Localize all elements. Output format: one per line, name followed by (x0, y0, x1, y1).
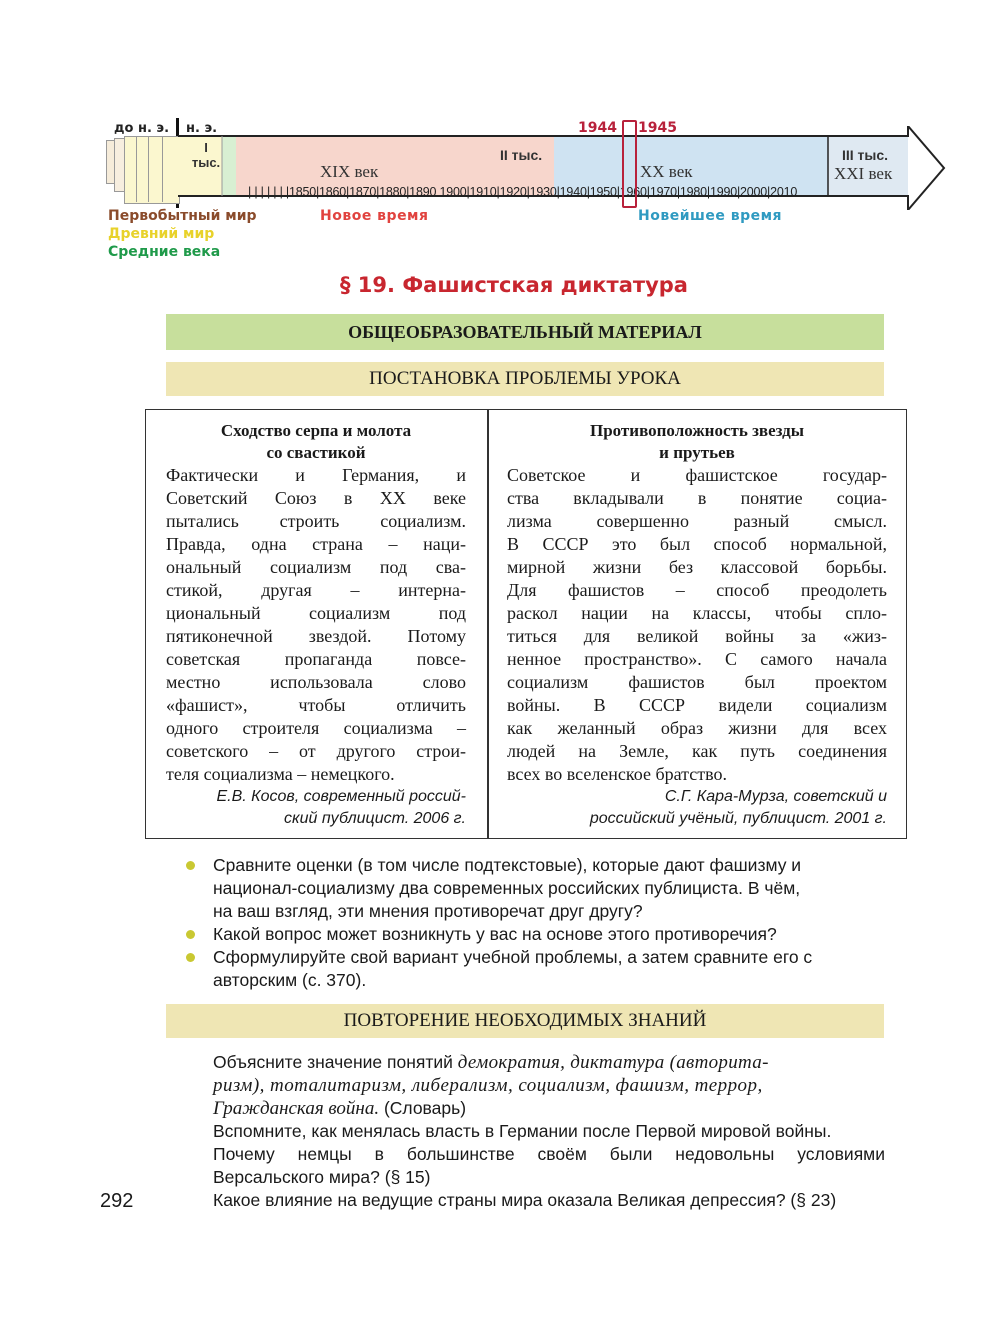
problem-band (166, 362, 884, 396)
repeat-band (166, 1004, 884, 1038)
right-line: мирной жизни без классовой борьбы. (507, 557, 887, 577)
repeat-section (213, 1051, 885, 1212)
right-line: всех во вселенское братство. (507, 764, 727, 784)
repeat-p2-line1: Вспомните, как менялась власть в Германии после Первой мировой войны. (213, 1121, 832, 1141)
right-line: лизма совершенно разный смысл. (507, 511, 887, 531)
repeat-p1-dictionary: (Словарь) (379, 1098, 467, 1118)
century-21: XXI век (834, 164, 893, 183)
page-number: 292 (100, 1190, 134, 1212)
repeat-p1-line3 (213, 1097, 885, 1120)
right-line: войны. В СССР видели социализм (507, 695, 887, 715)
question-line: Сформулируйте свой вариант учебной проблемы, а затем сравните его с (213, 947, 813, 967)
left-line: одного строителя социализма – (166, 718, 466, 738)
repeat-p1-terms: демократия, диктатура (авторита- (457, 1052, 769, 1073)
year-1944: 1944 (578, 120, 617, 136)
first-mill-numeral: I (204, 140, 208, 155)
left-title-1: Сходство серпа и молота (220, 421, 412, 440)
repeat-p2-line2: Почему немцы в большинстве своём были недовольны условиями (213, 1144, 885, 1164)
left-line: Фактически и Германия, и (166, 465, 466, 485)
question-line: национал-социализму два современных российских публициста. В чём, (213, 878, 801, 898)
right-line: ненное пространство». С самого начала (507, 649, 887, 669)
right-line: Для фашистов – способ преодолеть (507, 580, 887, 600)
ad-label: н. э. (186, 121, 218, 136)
century-20: XX век (640, 162, 693, 181)
column-divider (487, 410, 489, 838)
right-signature-1: С.Г. Кара-Мурза, советский и (664, 788, 887, 805)
question-line: на ваш взгляд, эти мнения противоречат друг другу? (213, 901, 643, 921)
question-line: Сравните оценки (в том числе подтекстовые), которые дают фашизму и (213, 855, 802, 875)
ancient-block (124, 136, 180, 204)
general-material-label: ОБЩЕОБРАЗОВАТЕЛЬНЫЙ МАТЕРИАЛ (348, 321, 702, 342)
first-mill-word: тыс. (191, 155, 221, 170)
right-line: раскол нации на классы, чтобы спло- (507, 603, 887, 623)
right-quote (507, 420, 887, 830)
right-line: В СССР это был способ нормальной, (507, 534, 887, 554)
right-line: как желанный образ жизни для всех (507, 718, 887, 738)
left-title-2: со свастикой (266, 443, 366, 462)
left-line: местно использовала слово (166, 672, 466, 692)
bullet-icon (186, 953, 195, 962)
right-body (507, 464, 887, 786)
left-line: «фашист», чтобы отличить (166, 695, 466, 715)
problem-label: ПОСТАНОВКА ПРОБЛЕМЫ УРОКА (369, 368, 681, 389)
left-line: циональный социализм под (166, 603, 466, 623)
century-19: XIX век (320, 162, 379, 181)
era-middle: Средние века (108, 244, 221, 260)
bc-label: до н. э. (114, 121, 170, 136)
year-1945: 1945 (638, 120, 677, 136)
right-line: ства вкладывали в понятие социа- (507, 488, 887, 508)
right-title-2: и прутьев (659, 443, 735, 462)
left-quote (166, 420, 466, 830)
left-signature-1: Е.В. Косов, современный россий- (216, 788, 466, 805)
repeat-p1-intro: Объясните значение понятий (213, 1052, 458, 1072)
right-line: людей на Земле, как путь соединения (507, 741, 887, 761)
quotes-box (145, 409, 907, 839)
repeat-p2-line3: Версальского мира? (§ 15) (213, 1167, 431, 1187)
second-mill-label: II тыс. (500, 147, 543, 163)
question-item (186, 923, 886, 946)
left-line: советского – от другого строи- (166, 741, 466, 761)
era-ancient: Древний мир (108, 226, 215, 242)
years-row: | | | | | | |1850|1860|1870|1880|1890 1900|1910|1920|1930|1940|1950|1960|1970|1980|1990|2000|2010 (248, 185, 798, 199)
repeat-p1-terms-end: Гражданская война. (213, 1098, 380, 1119)
right-line: титься для великой войны за «жиз- (507, 626, 887, 646)
left-line: Советский Союз в XX веке (166, 488, 466, 508)
war-highlight (622, 120, 637, 208)
first-mill-label (186, 140, 226, 170)
question-item (186, 854, 886, 923)
questions-list (186, 854, 886, 992)
right-signature-2: российский учёный, публицист. 2001 г. (589, 810, 887, 827)
left-line: пятиконечной звездой. Потому (166, 626, 466, 646)
bullet-icon (186, 861, 195, 870)
right-title-1: Противоположность звезды (589, 421, 805, 440)
repeat-p3: Какое влияние на ведущие страны мира оказала Великая депрессия? (§ 23) (213, 1190, 837, 1210)
era-newest: Новейшее время (638, 208, 783, 224)
left-body (166, 464, 466, 786)
left-line: пытались строить социализм. (166, 511, 466, 531)
left-line: советская пропаганда повсе- (166, 649, 466, 669)
general-material-band (166, 314, 884, 350)
left-line: теля социализма – немецкого. (166, 764, 395, 784)
repeat-p1-line2: ризм), тоталитаризм, либерализм, социализм, фашизм, террор, (213, 1075, 763, 1096)
question-item (186, 946, 886, 992)
left-line: ональный социализм под сва- (166, 557, 466, 577)
bullet-icon (186, 930, 195, 939)
right-line: Советское и фашистское государ- (507, 465, 887, 485)
repeat-label: ПОВТОРЕНИЕ НЕОБХОДИМЫХ ЗНАНИЙ (343, 1010, 707, 1031)
question-line: авторским (с. 370). (213, 970, 367, 990)
era-primitive: Первобытный мир (108, 208, 257, 224)
era-modern: Новое время (320, 208, 429, 224)
repeat-p1-line1 (213, 1051, 885, 1074)
left-line: Правда, одна страна – наци- (166, 534, 466, 554)
left-signature-2: ский публицист. 2006 г. (284, 810, 466, 827)
third-mill-label: III тыс. (842, 147, 889, 163)
right-line: социализм фашистов был проектом (507, 672, 887, 692)
left-line: стикой, другая – интерна- (166, 580, 466, 600)
timeline (100, 112, 950, 262)
question-line: Какой вопрос может возникнуть у вас на основе этого противоречия? (213, 924, 777, 944)
section-title: § 19. Фашистская диктатура (340, 273, 688, 297)
